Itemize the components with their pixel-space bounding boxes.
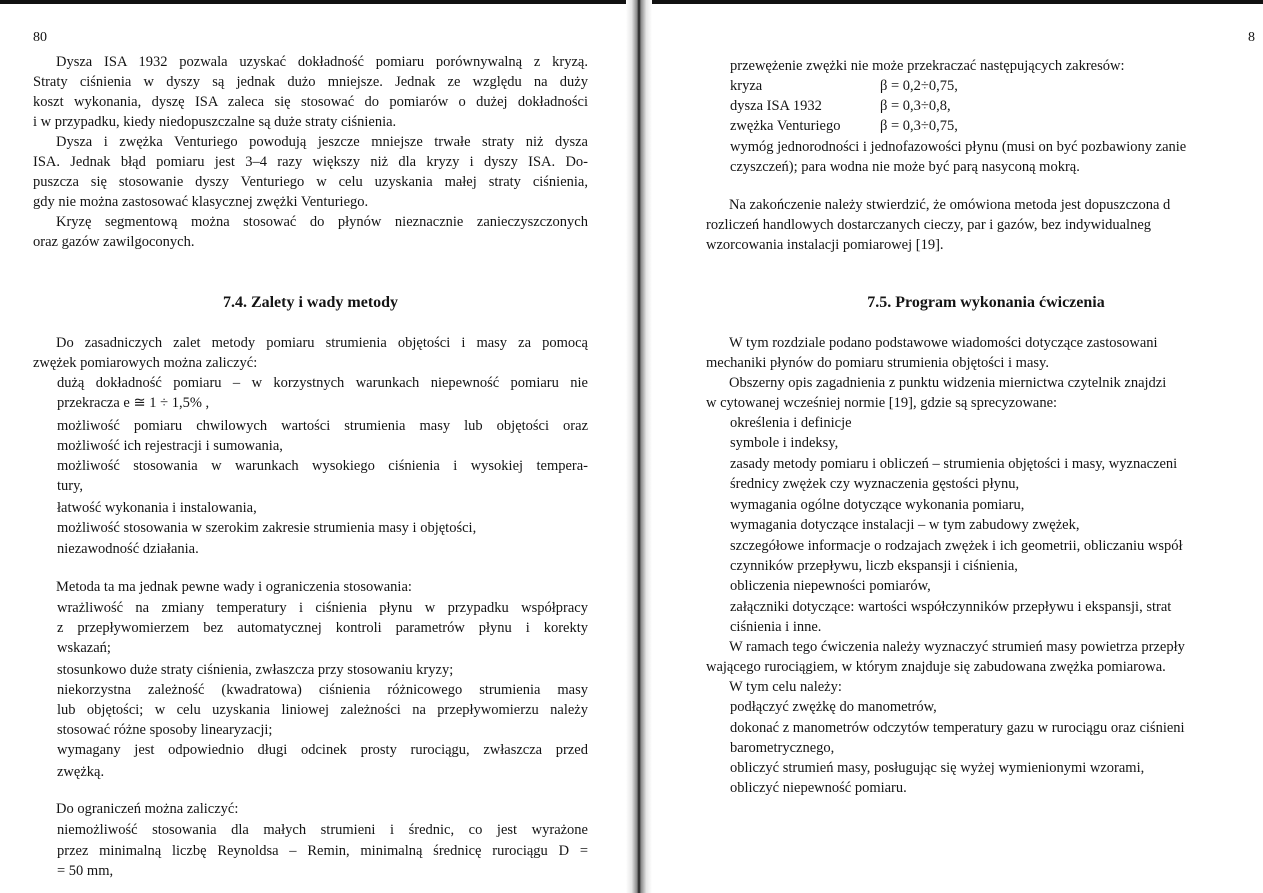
list-item-continuation: czyszczeń); para wodna nie może być parą nasyconą mokrą. [730,159,1080,175]
paragraph-line: Obszerny opis zagadnienia z punktu widzenia miernictwa czytelnik znajdzi [729,375,1167,391]
paragraph-line: oraz gazów zawilgoconych. [33,234,195,250]
list-item-continuation: średnicy zwężek czy wyznaczenia gęstości płynu, [730,476,1020,492]
list-item: – załączniki dotyczące: wartości współczynników przepływu i ekspansji, strat [730,597,1263,617]
list-item-continuation: ciśnienia i inne. [730,619,822,635]
list-item: – obliczyć niepewność pomiaru. [730,778,1263,798]
list-item: – możliwość pomiaru chwilowych wartości strumienia masy lub objętości oraz [57,416,588,436]
list-item: – przewężenie zwężki nie może przekraczać następujących zakresów: [730,56,1263,76]
list-item-continuation: przekracza e ≅ 1 ÷ 1,5% , [57,395,210,411]
list-item-continuation: zwężką. [57,764,105,780]
list-item: – możliwość stosowania w warunkach wysokiego ciśnienia i wysokiej tempera- [57,456,588,476]
paragraph-line: mechaniki płynów do pomiaru strumienia objętości i masy. [706,355,1049,371]
list-item: – symbole i indeksy, [730,433,1263,453]
list-item-continuation: z przepływomierzem bez automatycznej kontroli parametrów płynu i korekty [57,620,588,636]
list-item: – łatwość wykonania i instalowania, [57,498,588,518]
list-item-continuation: wskazań; [57,640,111,656]
list-item-continuation: lub objętości; w celu uzyskania liniowej zależności na przepływomierzu należy [57,702,588,718]
paragraph-line: W ramach tego ćwiczenia należy wyznaczyć strumień masy powietrza przepły [729,639,1185,655]
paragraph-line: Kryzę segmentową można stosować do płynów nieznacznie zanieczyszczonych [56,214,588,230]
section-heading-7-5: 7.5. Program wykonania ćwiczenia [867,294,1105,311]
paragraph-line: Do ograniczeń można zaliczyć: [56,801,239,817]
paragraph-line: W tym celu należy: [729,679,842,695]
paragraph-line: wającego rurociągiem, w którym znajduje się zabudowana zwężka pomiarowa. [706,659,1166,675]
list-item: – szczegółowe informacje o rodzajach zwężek i ich geometrii, obliczaniu współ [730,536,1263,556]
list-item: – podłączyć zwężkę do manometrów, [730,697,1263,717]
list-item: – obliczyć strumień masy, posługując się wyżej wymienionymi wzorami, [730,758,1263,778]
list-item: – możliwość stosowania w szerokim zakresie strumienia masy i objętości, [57,518,588,538]
list-item-continuation: możliwość ich rejestracji i sumowania, [57,438,283,454]
list-item: – dokonać z manometrów odczytów temperatury gazu w rurociągu oraz ciśnieni [730,718,1263,738]
list-item-continuation: tury, [57,478,84,494]
beta-value: β = 0,3÷0,8, [880,98,951,114]
paragraph-line: wzorcowania instalacji pomiarowej [19]. [706,237,944,253]
beta-row-venturi [730,116,1263,136]
list-item: – określenia i definicje [730,413,1263,433]
paragraph-line: Do zasadniczych zalet metody pomiaru strumienia objętości i masy za pomocą [56,335,588,351]
list-item-continuation: barometrycznego, [730,740,835,756]
beta-row-isa [730,96,1263,116]
paragraph-line: Dysza i zwężka Venturiego powodują jeszcze mniejsze trwałe straty niż dysza [56,134,588,150]
list-item: – niezawodność działania. [57,539,588,559]
list-item: – zasady metody pomiaru i obliczeń – strumienia objętości i masy, wyznaczeni [730,454,1263,474]
paragraph-line: Metoda ta ma jednak pewne wady i ograniczenia stosowania: [56,579,412,595]
book-gutter [626,0,652,893]
beta-label: kryza [730,78,763,94]
page-number-right: 8 [1248,30,1255,45]
list-item: – niekorzystna zależność (kwadratowa) ciśnienia różnicowego strumienia masy [57,680,588,700]
section-heading-7-4: 7.4. Zalety i wady metody [222,294,399,311]
paragraph-line: ISA. Jednak błąd pomiaru jest 3–4 razy większy niż dla kryzy i dyszy ISA. Do- [33,154,588,170]
list-item-continuation: przez minimalną liczbę Reynoldsa – Remin, minimalną średnicę rurociągu D = [57,843,588,859]
list-item: – wrażliwość na zmiany temperatury i ciśnienia płynu w przypadku współpracy [57,598,588,618]
list-item: – niemożliwość stosowania dla małych strumieni i średnic, co jest wyrażone [57,820,588,840]
list-item-continuation: czynników przepływu, liczb ekspansji i ciśnienia, [730,558,1018,574]
paragraph-line: i w przypadku, kiedy niedopuszczalne są duże straty ciśnienia. [33,114,397,130]
paragraph-line: rozliczeń handlowych dostarczanych cieczy, par i gazów, bez indywidualneg [706,217,1152,233]
paragraph-line: koszt wykonania, dyszę ISA zaleca się stosować do pomiarów o dużej dokładności [33,94,588,110]
list-item-continuation: = 50 mm, [57,863,114,879]
paragraph-line: zwężek pomiarowych można zaliczyć: [33,355,258,371]
paragraph-line: Na zakończenie należy stwierdzić, że omówiona metoda jest dopuszczona d [729,197,1171,213]
beta-value: β = 0,3÷0,75, [880,118,958,134]
beta-row-kryza [730,76,1263,96]
list-item: – wymóg jednorodności i jednofazowości płynu (musi on być pozbawiony zanie [730,137,1263,157]
paragraph-line: W tym rozdziale podano podstawowe wiadomości dotyczące zastosowani [729,335,1158,351]
paragraph-line: Dysza ISA 1932 pozwala uzyskać dokładność pomiaru porównywalną z kryzą. [56,54,588,70]
list-item: – wymagany jest odpowiednio długi odcinek prosty rurociągu, zwłaszcza przed [57,740,588,760]
paragraph-line: puszcza się stosowanie dyszy Venturiego w celu uzyskania małej straty ciśnienia, [33,174,588,190]
right-page [652,0,1263,893]
left-page [0,0,626,893]
list-item: – stosunkowo duże straty ciśnienia, zwłaszcza przy stosowaniu kryzy; [57,660,588,680]
paragraph-line: w cytowanej wcześniej normie [19], gdzie są sprecyzowane: [706,395,1058,411]
beta-value: β = 0,2÷0,75, [880,78,958,94]
list-item: – wymagania ogólne dotyczące wykonania pomiaru, [730,495,1263,515]
list-item: – obliczenia niepewności pomiarów, [730,576,1263,596]
paragraph-line: gdy nie można zastosować klasycznej zwężki Venturiego. [33,194,369,210]
paragraph-line: Straty ciśnienia w dyszy są jednak dużo mniejsze. Jednak ze względu na duży [33,74,588,90]
page-number-left: 80 [33,30,47,45]
beta-label: dysza ISA 1932 [730,98,822,114]
list-item-continuation: stosować różne sposoby linearyzacji; [57,722,273,738]
beta-label: zwężka Venturiego [730,118,841,134]
list-item: – wymagania dotyczące instalacji – w tym zabudowy zwężek, [730,515,1263,535]
list-item: – dużą dokładność pomiaru – w korzystnych warunkach niepewność pomiaru nie [57,373,588,393]
